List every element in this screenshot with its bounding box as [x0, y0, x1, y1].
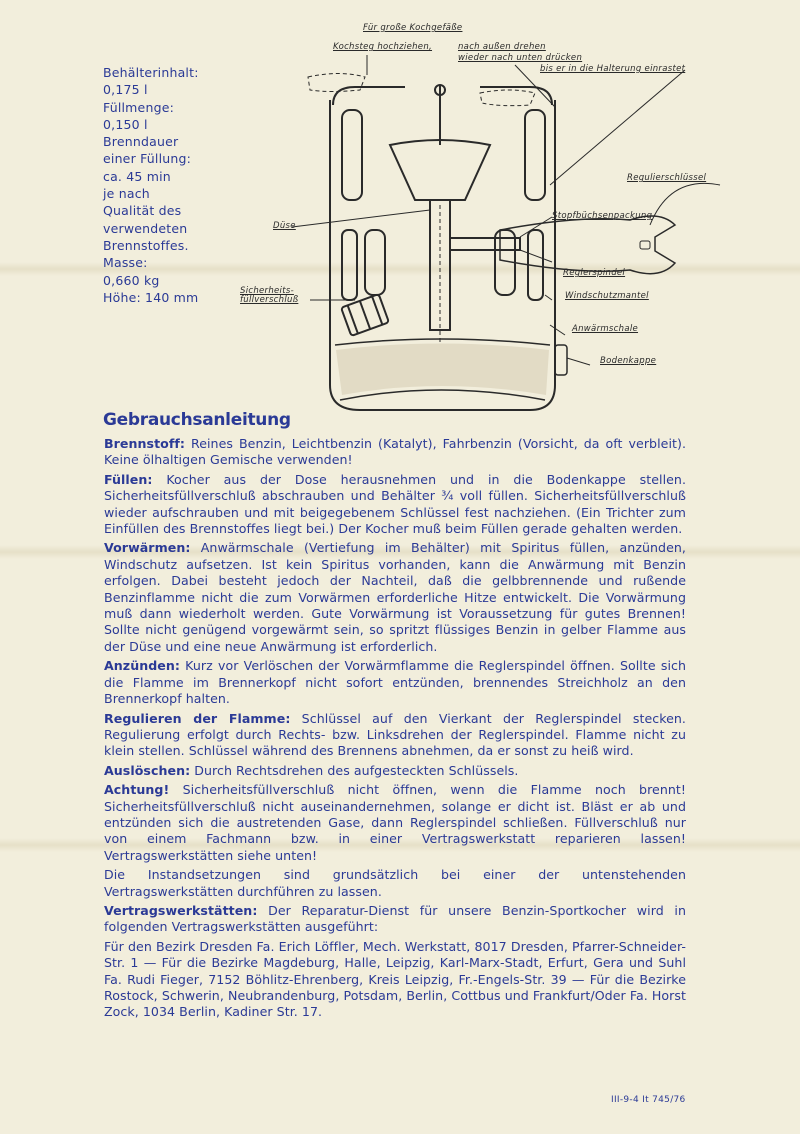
spec-line: Füllmenge:: [103, 99, 175, 115]
spec-line: Qualität des: [103, 203, 182, 219]
label-regulator-spindle: Reglerspindel: [563, 268, 626, 278]
paragraph-lead: Auslöschen:: [104, 762, 191, 778]
paragraph-lead: Vorwärmen:: [104, 540, 191, 556]
paragraph-text: Kocher aus der Dose herausnehmen und in die Bodenkappe stellen. Sicherheitsfüllverschluß abschrauben und Behälter ¾ voll füllen. Sicherheitsfüllverschluß wieder aufschrauben und mit beigegebenem Schlüssel fest nachziehen. (Ein Trichter zum Einfüllen des Brennstoffes liegt bei.) Der Kocher muß beim Füllen gerade gehalten werden.: [104, 471, 686, 537]
section-title: Gebrauchsanleitung: [103, 410, 291, 430]
label-press-down: wieder nach unten drücken: [458, 53, 583, 63]
technical-specs: [103, 64, 199, 306]
paragraph-text: Anwärmschale (Vertiefung im Behälter) mit Spiritus füllen, anzünden, Windschutz aufsetzen. Ist kein Spiritus vorhanden, kann die Anwärmung mit Benzin erfolgen. Dabei besteht jedoch der Nachteil, daß die gelbbrennende und rußende Benzinflamme nicht die zum Vorwärmen erforderliche Hitze entwickelt. Die Vorwärmung muß dann wiederholt werden. Gute Vorwärmung ist Voraussetzung für gutes Brennen! Sollte nicht genügend vorgewärmt sein, so spritzt flüssiges Benzin in gelber Flamme aus der Düse und eine neue Anwärmung ist erforderlich.: [104, 540, 686, 654]
paragraph-warning: [104, 782, 686, 864]
paragraph-workshops: [104, 903, 686, 936]
label-turn-out: nach außen drehen: [458, 42, 546, 52]
instructions: [104, 436, 686, 1024]
paragraph-lighting: [104, 658, 686, 707]
stove-diagram: [230, 15, 750, 415]
label-wrench: Regulierschlüssel: [627, 173, 707, 183]
paragraph-lead: Vertragswerkstätten:: [104, 902, 258, 918]
spec-line: Masse:: [103, 255, 148, 271]
paragraph-preheating: [104, 540, 686, 655]
paragraph-lead: Brennstoff:: [104, 436, 185, 451]
label-gland-packing: Stopfbüchsenpackung: [552, 211, 653, 221]
label-until-locks: bis er in die Halterung einrastet: [540, 64, 686, 74]
label-preheat-bowl: Anwärmschale: [572, 324, 639, 334]
label-nozzle: Düse: [273, 221, 296, 231]
paragraph-text: Durch Rechtsdrehen des aufgesteckten Schlüssels.: [190, 762, 519, 778]
label-large-pots: Für große Kochgefäße: [363, 23, 463, 33]
spec-line: 0,150 l: [103, 116, 148, 132]
paragraph-repairs: [104, 867, 686, 900]
paragraph-text: Sicherheitsfüllverschluß nicht öffnen, wenn die Flamme noch brennt! Sicherheitsfüllverschluß nicht auseinandernehmen, solange er dicht ist. Bläst er ab und entzünden sich die austretenden Gase, dann Reglerspindel schließen. Füllverschluß nur von einem Fachmann bzw. in einer Vertragswerkstatt reparieren lassen! Vertragswerkstätten siehe unten!: [104, 782, 686, 863]
spec-line: 0,175 l: [103, 82, 148, 98]
paragraph-lead: Anzünden:: [104, 658, 180, 674]
label-pull-up: Kochsteg hochziehen,: [333, 42, 433, 52]
paragraph-extinguishing: [104, 763, 686, 779]
paragraph-text: Kurz vor Verlöschen der Vorwärmflamme die Reglerspindel öffnen. Sollte sich die Flamme im Brennerkopf nicht sofort entzünden, brennendes Streichholz an den Brennerkopf halten.: [104, 658, 686, 707]
spec-line: verwendeten: [103, 220, 188, 236]
paragraph-text: Für den Bezirk Dresden Fa. Erich Löffler, Mech. Werkstatt, 8017 Dresden, Pfarrer-Schneider-Str. 1 — Für die Bezirke Magdeburg, Halle, Leipzig, Karl-Marx-Stadt, Erfurt, Gera und Suhl Fa. Rudi Fieger, 7152 Böhlitz-Ehrenberg, Kreis Leipzig, Fr.-Engels-Str. 39 — Für die Bezirke Rostock, Schwerin, Neubrandenburg, Potsdam, Berlin, Cottbus und Frankfurt/Oder Fa. Horst Zock, 1034 Berlin, Kadiner Str. 17.: [104, 938, 686, 1020]
paragraph-fuel: [104, 436, 686, 469]
label-safety-cap: Sicherheits-: [240, 286, 294, 296]
spec-line: Höhe: 140 mm: [103, 289, 199, 305]
spec-line: Brenndauer: [103, 134, 179, 150]
stove-cross-section-drawing: [230, 15, 750, 415]
label-windshield: Windschutzmantel: [565, 291, 649, 301]
paragraph-lead: Regulieren der Flamme:: [104, 710, 291, 726]
spec-line: 0,660 kg: [103, 272, 160, 288]
spec-line: Behälterinhalt:: [103, 65, 199, 80]
paragraph-lead: Achtung!: [104, 782, 170, 798]
spec-line: einer Füllung:: [103, 151, 192, 167]
print-code: III-9-4 It 745/76: [611, 1095, 686, 1105]
label-safety-cap: füllverschluß: [240, 295, 299, 305]
paragraph-text: Reines Benzin, Leichtbenzin (Katalyt), Fahrbenzin (Vorsicht, da oft verbleit). Keine ölhaltigen Gemische verwenden!: [104, 436, 686, 468]
paragraph-regulating: [104, 711, 686, 760]
spec-line: je nach: [103, 186, 150, 202]
spec-line: ca. 45 min: [103, 168, 171, 184]
paragraph-lead: Füllen:: [104, 471, 153, 487]
label-base-cap: Bodenkappe: [600, 356, 657, 366]
paragraph-text: Der Reparatur-Dienst für unsere Benzin-Sportkocher wird in folgenden Vertragswerkstätten ausgeführt:: [104, 902, 686, 935]
paragraph-filling: [104, 472, 686, 538]
paragraph-text: Die Instandsetzungen sind grundsätzlich bei einer der untenstehenden Vertragswerkstätten durchführen zu lassen.: [104, 867, 686, 899]
paragraph-workshop-addresses: [104, 939, 686, 1021]
paragraph-text: Schlüssel auf den Vierkant der Reglerspindel stecken. Regulierung erfolgt durch Rechts- bzw. Linksdrehen der Reglerspindel. Flamme nicht zu klein stellen. Schlüssel während des Brennens abnehmen, da er sonst zu heiß wird.: [104, 710, 686, 759]
spec-line: Brennstoffes.: [103, 237, 189, 253]
